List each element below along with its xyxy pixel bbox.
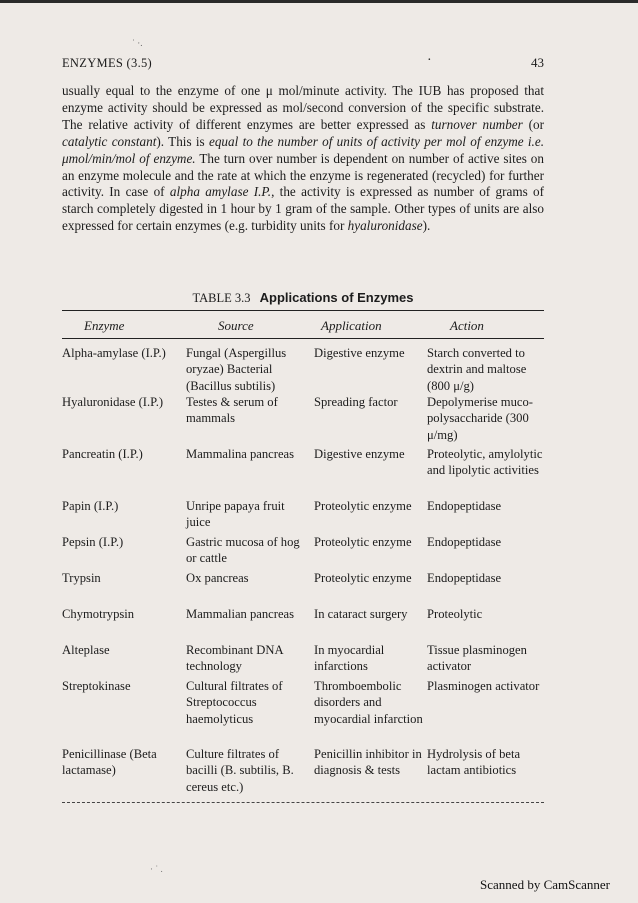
applications-table (62, 310, 544, 803)
table-row (62, 606, 544, 642)
source-cell: Ox pancreas (186, 571, 249, 585)
application-cell: Digestive enzyme (314, 346, 405, 360)
paragraph-text: , the activity is expressed as number of grams of starch completely digested in 1 hour by 1 gram of the sample. Other types of units are also expressed for certain enzymes (e.g. turbidity units for (62, 184, 545, 234)
table-body (62, 339, 544, 802)
source-cell: Cultural filtrates of Streptococcus haemolyticus (186, 679, 283, 726)
source-cell: Unripe papaya fruit juice (186, 499, 285, 530)
source-cell: Recombinant DNA technology (186, 643, 283, 674)
action-cell: Endopeptidase (427, 499, 502, 513)
table-row (62, 498, 544, 534)
table-caption (62, 290, 544, 306)
enzyme-cell: Pepsin (I.P.) (62, 535, 124, 549)
header-action: Action (450, 318, 484, 333)
application-cell: In cataract surgery (314, 607, 408, 621)
enzyme-cell: Streptokinase (62, 679, 131, 693)
application-cell: Penicillin inhibitor in diagnosis & tests (314, 747, 422, 778)
action-cell: Depolymerise muco-polysaccharide (300 μ/mg) (427, 395, 533, 442)
table-number: TABLE 3.3 (192, 291, 251, 305)
action-cell: Endopeptidase (427, 571, 502, 585)
action-cell: Plasminogen activator (427, 679, 540, 693)
source-cell: Gastric mucosa of hog or cattle (186, 535, 300, 566)
paragraph-text: usually equal to the enzyme of one μ mol/minute activity. The IUB has proposed that enzyme activity should be expressed as mol/second conversion of the specific substrate. The relative activity of different enzymes are better expressed as (62, 83, 544, 132)
source-cell: Mammalian pancreas (186, 607, 295, 621)
application-cell: Proteolytic enzyme (314, 535, 412, 549)
table-title: Applications of Enzymes (259, 290, 414, 305)
scanner-watermark: Scanned by CamScanner (480, 877, 610, 892)
scan-top-edge (0, 0, 638, 3)
paragraph-text: ). This is (156, 133, 209, 149)
action-cell: Tissue plasminogen activator (427, 643, 527, 674)
enzyme-cell: Trypsin (62, 571, 101, 585)
enzyme-cell: Penicillinase (Beta lactamase) (62, 747, 157, 778)
action-cell: Proteolytic (427, 607, 483, 621)
table-row (62, 678, 544, 746)
header-enzyme: Enzyme (84, 318, 125, 333)
application-cell: Thromboembolic disorders and myocardial infarction (314, 679, 423, 726)
enzyme-cell: Alpha-amylase (I.P.) (62, 346, 166, 360)
table-row (62, 446, 544, 498)
application-cell: Spreading factor (314, 395, 398, 409)
table-row (62, 339, 544, 394)
enzyme-cell: Papin (I.P.) (62, 499, 119, 513)
action-cell: Starch converted to dextrin and maltose (800 μ/g) (427, 346, 527, 393)
paragraph-text: ). (422, 218, 431, 234)
enzyme-cell: Chymotrypsin (62, 607, 135, 621)
paragraph-text: The turn over number is dependent on number of active sites on an enzyme molecule and the rate at which the enzyme is regenerated (recycled) for further activity. In case of (62, 150, 544, 200)
paragraph-term: alpha amylase I.P. (169, 184, 272, 200)
table-row (62, 534, 544, 570)
source-cell: Testes & serum of mammals (186, 395, 278, 426)
paragraph-text: (or (522, 116, 545, 132)
table-row (62, 570, 544, 606)
scan-specks: ˙ ·. (132, 38, 143, 48)
paragraph-term: equal to the number of units of activity per mol of enzyme i.e. μmol/min/mol of enzyme. (62, 133, 545, 166)
source-cell: Fungal (Aspergillus oryzae) Bacterial (Bacillus subtilis) (186, 346, 287, 393)
table-row (62, 746, 544, 802)
page-number: 43 (531, 55, 544, 70)
action-cell: Proteolytic, amylolytic and lipolytic activities (427, 447, 543, 478)
source-cell: Culture filtrates of bacilli (B. subtilis, B. cereus etc.) (186, 747, 294, 794)
table-bottom-rule (62, 802, 544, 803)
application-cell: Digestive enzyme (314, 447, 405, 461)
paragraph-term: catalytic constant (62, 133, 157, 149)
application-cell: In myocardial infarctions (314, 643, 385, 674)
body-paragraph (62, 83, 544, 235)
scan-smudge: · ˙ . (150, 864, 163, 874)
enzyme-cell: Pancreatin (I.P.) (62, 447, 143, 461)
paragraph-term: turnover number (431, 116, 523, 132)
source-cell: Mammalina pancreas (186, 447, 295, 461)
chapter-label: ENZYMES (3.5) (62, 56, 153, 70)
scan-dot: · (427, 53, 432, 68)
application-cell: Proteolytic enzyme (314, 571, 412, 585)
table-row (62, 642, 544, 678)
application-cell: Proteolytic enzyme (314, 499, 412, 513)
table-row (62, 394, 544, 446)
action-cell: Endopeptidase (427, 535, 502, 549)
action-cell: Hydrolysis of beta lactam antibiotics (427, 747, 521, 778)
enzyme-cell: Hyaluronidase (I.P.) (62, 395, 164, 409)
table-header-row (62, 311, 544, 338)
header-application: Application (321, 318, 382, 333)
running-header (62, 53, 544, 74)
paragraph-term: hyaluronidase (347, 218, 423, 234)
header-source: Source (218, 318, 254, 333)
enzyme-cell: Alteplase (62, 643, 110, 657)
